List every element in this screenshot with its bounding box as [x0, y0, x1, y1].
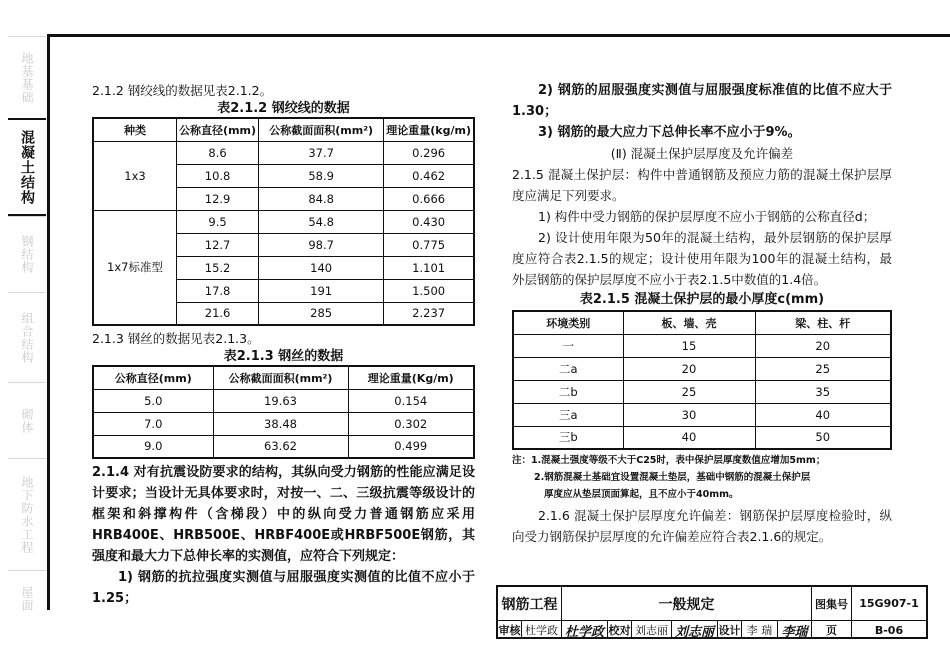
table-cell: 12.9	[177, 187, 259, 210]
table-cell: 0.462	[384, 164, 474, 187]
table-header-row	[93, 366, 474, 389]
table-cell: 三a	[513, 403, 623, 426]
table-cell: 20	[755, 334, 891, 357]
table-row	[513, 380, 891, 403]
table-cell: 0.775	[384, 233, 474, 256]
table-cell: 40	[623, 426, 755, 449]
table-header-row	[513, 311, 891, 334]
table-cell: 1.101	[384, 256, 474, 279]
review-label: 审核	[498, 621, 522, 639]
side-tab-steel[interactable]: 钢结构	[8, 216, 46, 292]
table-header-row	[93, 118, 474, 141]
table-cell: 9.5	[177, 210, 259, 233]
table-cell: 17.8	[177, 279, 259, 302]
table-2-1-5-caption: 表2.1.5 混凝土保护层的最小厚度c(mm)	[579, 292, 825, 307]
table-cell: 10.8	[177, 164, 259, 187]
header-cell: 理论重量(kg/m)	[384, 118, 474, 141]
category-cell: 钢筋工程	[498, 587, 562, 620]
table-cell: 2.237	[384, 302, 474, 325]
table-row	[93, 210, 474, 233]
left-column	[92, 80, 475, 609]
checker-signature: 刘志丽	[672, 621, 718, 639]
section-title: (Ⅱ) 混凝土保护层厚度及允许偏差	[610, 146, 794, 161]
table-cell: 三b	[513, 426, 623, 449]
table-cell: 37.7	[259, 141, 384, 164]
header-cell: 公称直径(mm)	[177, 118, 259, 141]
table-cell: 54.8	[259, 210, 384, 233]
reviewer-name: 杜学政	[522, 621, 562, 639]
table-cell: 50	[755, 426, 891, 449]
table-cell: 191	[259, 279, 384, 302]
header-cell: 梁、柱、杆	[755, 311, 891, 334]
table-cell: 84.8	[259, 187, 384, 210]
table-cell: 285	[259, 302, 384, 325]
table-cell: 15	[623, 334, 755, 357]
table-2-1-2	[92, 117, 475, 326]
header-cell: 理论重量(Kg/m)	[348, 366, 474, 389]
right-column	[512, 80, 892, 547]
title-block	[496, 585, 928, 639]
reviewer-signature: 杜学政	[562, 621, 608, 639]
atlas-label: 图集号	[812, 587, 852, 620]
side-tab-foundation[interactable]: 地基基础	[8, 36, 46, 118]
table-cell: 20	[623, 357, 755, 380]
table-cell: 12.7	[177, 233, 259, 256]
table-cell: 35	[755, 380, 891, 403]
table-cell: 0.499	[348, 435, 474, 458]
table-2-1-2-caption: 表2.1.2 钢绞线的数据	[217, 101, 350, 116]
page-number: B-06	[874, 623, 904, 637]
para-2-1-3: 2.1.3 钢丝的数据见表2.1.3。	[92, 331, 260, 346]
header-cell: 公称直径(mm)	[93, 366, 213, 389]
para-2-1-4: 2.1.4 对有抗震设防要求的结构，其纵向受力钢筋的性能应满足设计要求；当设计无具体要求时，对按一、二、三级抗震等级设计的框架和斜撑构件（含梯段）中的纵向受力普通钢筋应采用HRB400E、HRB500E、HRBF400E或HRBF500E钢筋，其强度和最大力下总伸长率的实测值，应符合下列规定：	[92, 465, 475, 564]
table-cell: 25	[755, 357, 891, 380]
para-2-1-4-item-3: 3) 钢筋的最大应力下总伸长率不应小于9%。	[538, 125, 801, 140]
table-cell: 30	[623, 403, 755, 426]
side-tab-concrete[interactable]: 混凝土结构	[8, 118, 46, 216]
table-cell: 0.430	[384, 210, 474, 233]
table-cell: 38.48	[213, 412, 348, 435]
table-row	[93, 412, 474, 435]
side-tab-composite[interactable]: 组合结构	[8, 292, 46, 382]
table-cell: 0.666	[384, 187, 474, 210]
header-cell: 环境类别	[513, 311, 623, 334]
table-cell: 一	[513, 334, 623, 357]
table-cell: 40	[755, 403, 891, 426]
para-2-1-5: 2.1.5 混凝土保护层：构件中普通钢筋及预应力筋的混凝土保护层厚度应满足下列要求。	[512, 167, 892, 203]
table-row	[93, 389, 474, 412]
table-cell: 98.7	[259, 233, 384, 256]
table-cell: 0.296	[384, 141, 474, 164]
table-row	[93, 141, 474, 164]
table-row	[513, 426, 891, 449]
para-2-1-5-item-2: 2) 设计使用年限为50年的混凝土结构，最外层钢筋的保护层厚度应符合表2.1.5的规定；设计使用年限为100年的混凝土结构，最外层钢筋的保护层厚度不应小于表2.1.5中数值的1.4倍。	[512, 230, 892, 287]
table-cell: 9.0	[93, 435, 213, 458]
para-2-1-2: 2.1.2 钢绞线的数据见表2.1.2。	[92, 83, 273, 98]
table-cell: 二b	[513, 380, 623, 403]
atlas-number: 15G907-1	[859, 597, 919, 610]
frame-top-line	[48, 34, 950, 37]
header-cell: 种类	[93, 118, 177, 141]
para-2-1-4-item-1: 1) 钢筋的抗拉强度实测值与屈服强度实测值的比值不应小于1.25；	[92, 570, 475, 606]
table-note-1: 注：1.混凝土强度等级不大于C25时，表中保护层厚度数值应增加5mm；	[512, 455, 826, 466]
table-row	[513, 357, 891, 380]
type-cell: 1x7标准型	[93, 210, 177, 325]
table-2-1-3-caption: 表2.1.3 钢丝的数据	[223, 349, 344, 364]
para-2-1-6: 2.1.6 混凝土保护层厚度允许偏差：钢筋保护层厚度检验时，纵向受力钢筋保护层厚度的允许偏差应符合表2.1.6的规定。	[512, 508, 892, 544]
table-cell: 7.0	[93, 412, 213, 435]
table-note-2-cont: 厚度应从垫层顶面算起，且不应小于40mm。	[544, 489, 739, 500]
design-label: 设计	[718, 621, 742, 639]
title-block-row-1	[498, 587, 926, 621]
table-cell: 140	[259, 256, 384, 279]
drawing-title: 一般规定	[562, 587, 812, 620]
header-cell: 公称截面面积(mm²)	[259, 118, 384, 141]
designer-name: 李 瑞	[742, 621, 778, 639]
frame-left-line	[47, 34, 50, 610]
header-cell: 公称截面面积(mm²)	[213, 366, 348, 389]
table-cell: 58.9	[259, 164, 384, 187]
designer-signature: 李瑞	[778, 621, 812, 639]
table-cell: 19.63	[213, 389, 348, 412]
table-cell: 0.154	[348, 389, 474, 412]
table-cell: 1.500	[384, 279, 474, 302]
table-cell: 5.0	[93, 389, 213, 412]
table-cell: 63.62	[213, 435, 348, 458]
header-cell: 板、墙、壳	[623, 311, 755, 334]
para-2-1-5-item-1: 1) 构件中受力钢筋的保护层厚度不应小于钢筋的公称直径d；	[538, 209, 876, 224]
side-tab-roof[interactable]: 屋面	[8, 570, 46, 626]
table-row	[513, 334, 891, 357]
table-note-2: 2.钢筋混凝土基础宜设置混凝土垫层，基础中钢筋的混凝土保护层	[534, 472, 811, 483]
side-tabs	[8, 36, 46, 626]
table-cell: 8.6	[177, 141, 259, 164]
table-cell: 0.302	[348, 412, 474, 435]
table-cell: 21.6	[177, 302, 259, 325]
para-2-1-4-item-2: 2) 钢筋的屈服强度实测值与屈服强度标准值的比值不应大于1.30；	[512, 83, 892, 119]
table-2-1-3	[92, 365, 475, 459]
side-tab-waterproof[interactable]: 地下防水工程	[8, 458, 46, 570]
table-row	[513, 403, 891, 426]
check-label: 校对	[608, 621, 632, 639]
table-cell: 二a	[513, 357, 623, 380]
table-2-1-5	[512, 310, 892, 450]
page-label: 页	[812, 621, 852, 639]
side-tab-masonry[interactable]: 砌体	[8, 382, 46, 458]
type-cell: 1x3	[93, 141, 177, 210]
table-cell: 25	[623, 380, 755, 403]
table-cell: 15.2	[177, 256, 259, 279]
checker-name: 刘志丽	[632, 621, 672, 639]
title-block-row-2	[498, 621, 926, 639]
table-row	[93, 435, 474, 458]
